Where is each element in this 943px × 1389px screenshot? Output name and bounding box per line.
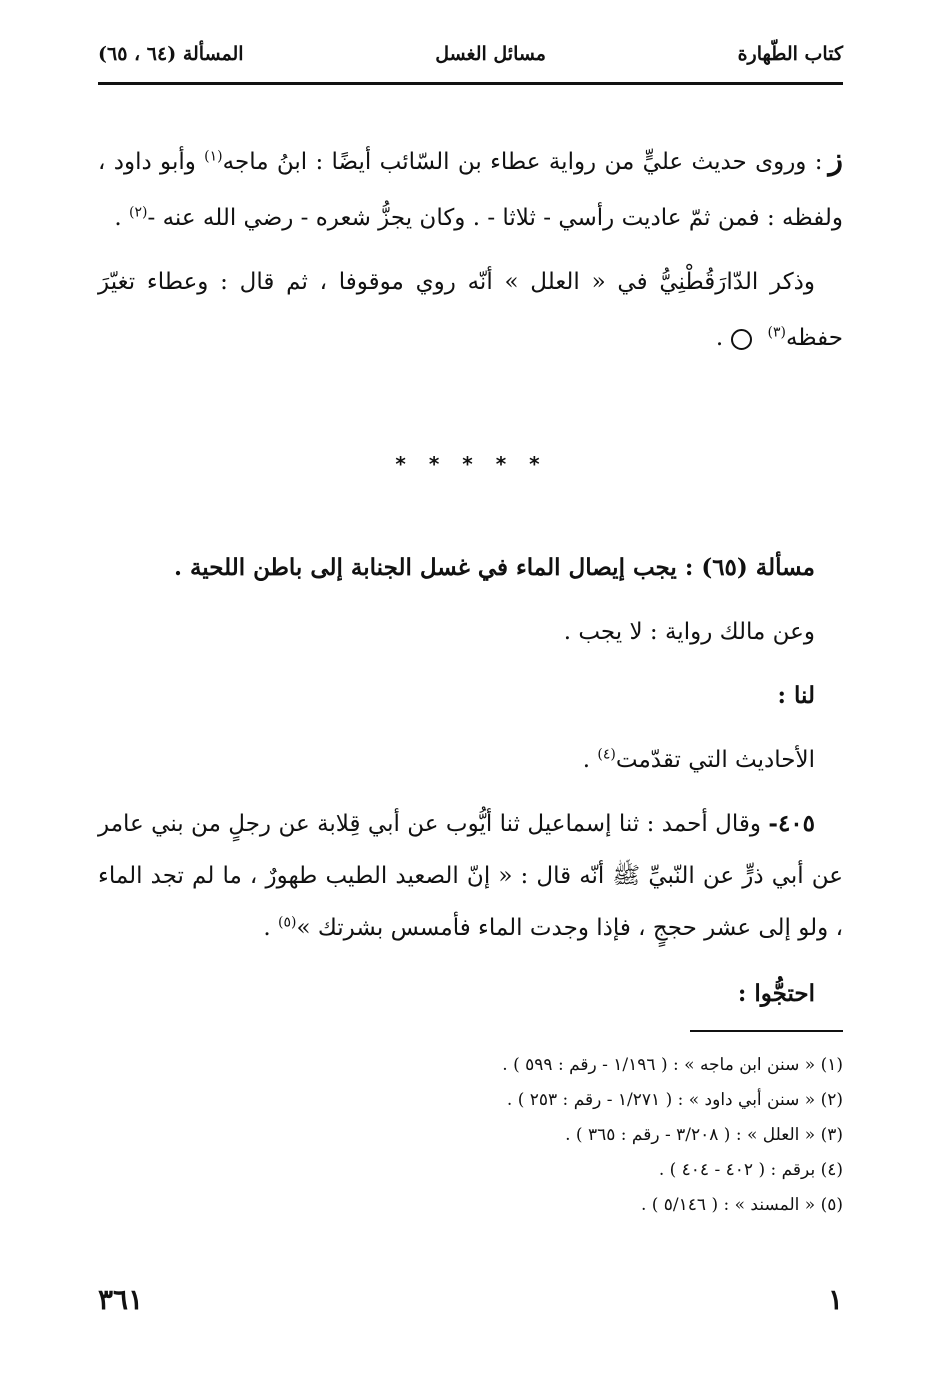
footnote-ref: (٣) [767,324,786,341]
paragraph-ata [98,132,843,246]
paragraph-daraqutni [98,254,843,366]
section-one [98,132,843,366]
footnote-ref: (٢) [129,204,148,221]
malik-opinion: وعن مالك رواية : لا يجب . [563,619,815,645]
hadith-number: ٤٠٥- [768,810,815,837]
footnote-ref: (٤) [597,746,616,763]
page-number: ٣٦١ [98,1283,144,1316]
end-of-section-circle-icon [731,329,752,350]
sentence-end: . [582,747,591,773]
footnote-ref: (١) [204,148,223,165]
signature-letter: ١ [827,1283,843,1316]
section-marker: ز [828,142,843,177]
issue-reference: المسألة (٦٤ ، ٦٥) [98,43,244,65]
sentence-end: . [114,205,122,231]
previous-ahadith [98,728,843,792]
footnote-1: (١) « سنن ابن ماجه » : ( ١/١٩٦ - رقم : ٥٩٩ ) . [502,1055,843,1075]
section-separator: * * * * * [395,452,548,476]
section-two [98,536,843,1026]
footnote-5: (٥) « المسند » : ( ٥/١٤٦ ) . [640,1195,843,1215]
paragraph-text: وأبو داود ، ولفظه : فمن ثمّ عاديت رأسي - ثلاثا - . وكان يجزُّ شعره - رضي الله عنه - [98,149,843,231]
footnote-2: (٢) « سنن أبي داود » : ( ١/٢٧١ - رقم : ٢٥٣ ) . [506,1090,843,1110]
header-divider [98,82,843,85]
chapter-title: مسائل الغسل [435,43,546,65]
sentence-end: . [263,915,271,941]
issue-heading: مسألة (٦٥) : يجب إيصال الماء في غسل الجنابة إلى باطن اللحية . [173,554,815,581]
sentence-end: . [715,325,724,351]
opponents-heading: احتجُّوا : [737,980,815,1007]
page-header [98,36,843,72]
hadith-405 [98,798,843,954]
footnote-divider [690,1030,843,1032]
paragraph-text: وذكر الدّارَقُطْنِيُّ في « العلل » أنّه روي موقوفا ، ثم قال : وعطاء تغيّرَ حفظه [98,269,843,351]
paragraph-text: : وروى حديث عليٍّ من رواية عطاء بن السّائب أيضًا : ابنُ ماجه [222,149,823,175]
footnotes [98,1048,843,1223]
evidence-heading: لنا : [777,682,815,709]
footnote-4: (٤) برقم : ( ٤٠٢ - ٤٠٤ ) . [658,1160,843,1180]
paragraph-text: الأحاديث التي تقدّمت [615,747,815,773]
book-title: كتاب الطّهارة [737,43,843,65]
footnote-ref: (٥) [278,914,297,931]
hadith-text: وقال أحمد : ثنا إسماعيل ثنا أيُّوب عن أبي قِلابة عن رجلٍ من بني عامر عن أبي ذرٍّ عن النّبيِّ ﷺ أنّه قال : « إنّ الصعيد الطيب طهورٌ ، ما لم تجد الماء ، ولو إلى عشر حججٍ ، فإذا وجدت الماء فأمسس بشرتك » [98,811,843,941]
footnote-3: (٣) « العلل » : ( ٣/٢٠٨ - رقم : ٣٦٥ ) . [565,1125,843,1145]
